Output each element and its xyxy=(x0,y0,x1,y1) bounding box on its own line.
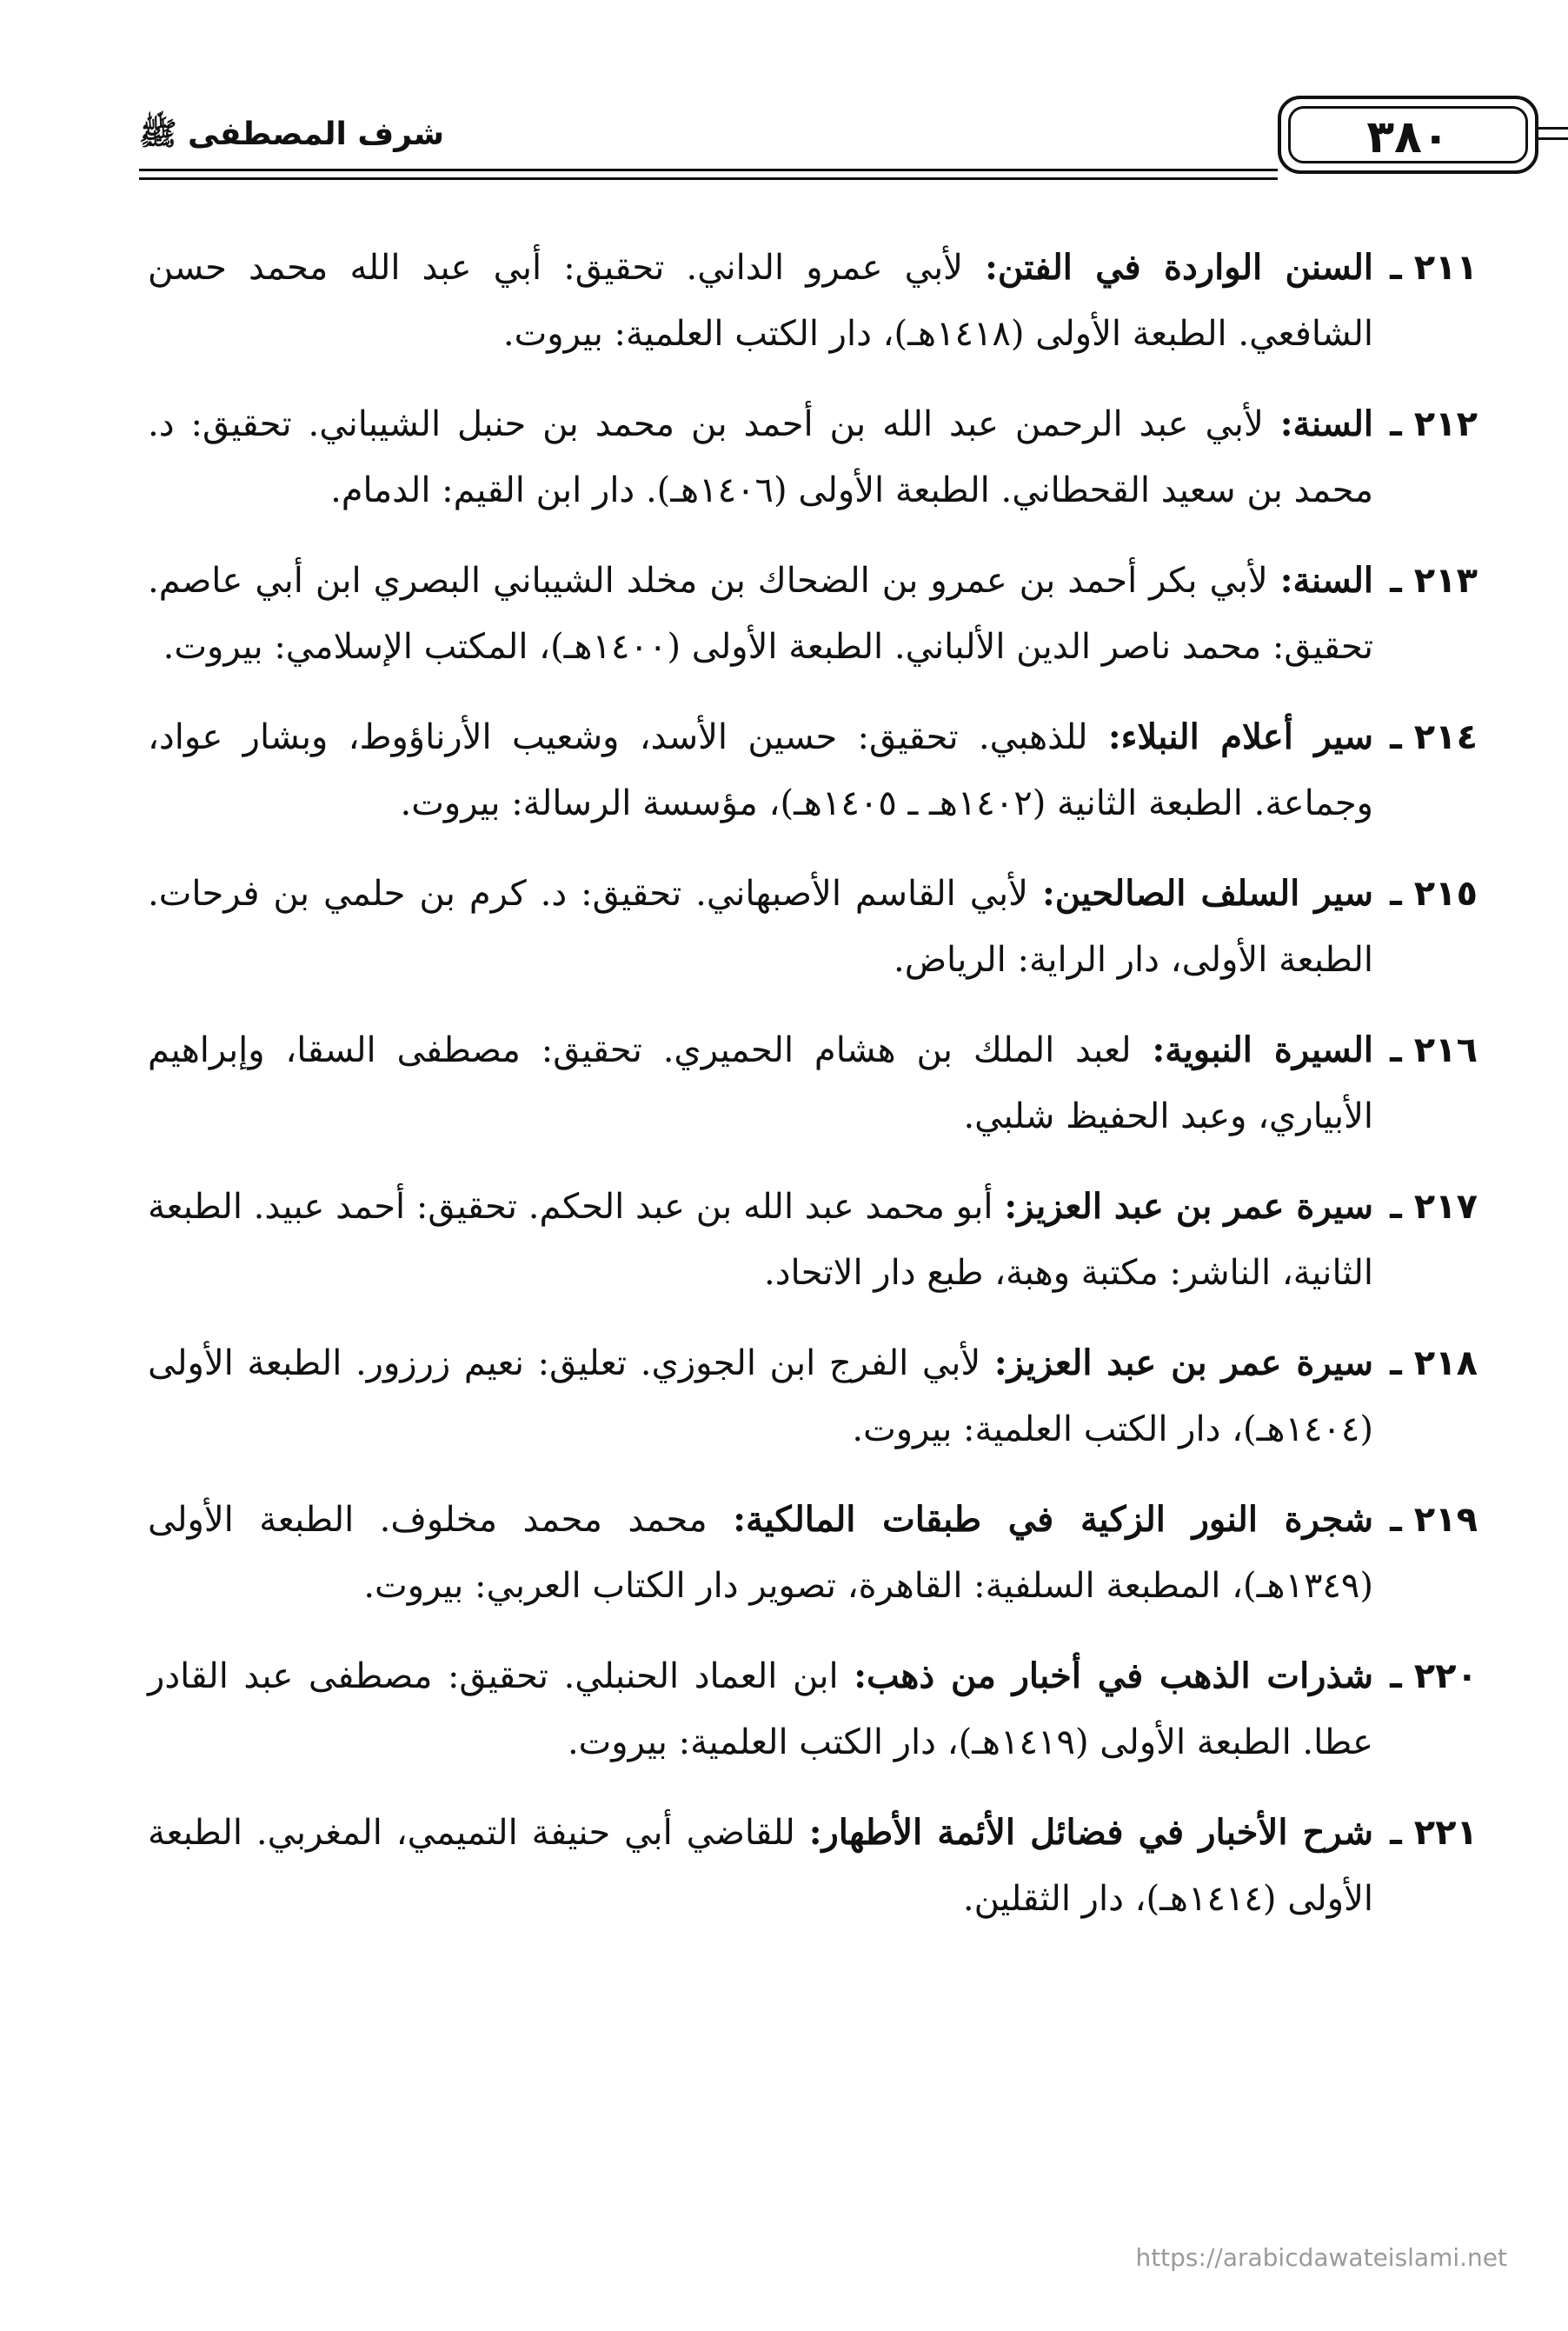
entry-text: لأبي الفرج ابن الجوزي. تعليق: نعيم زرزور. الطبعة الأولى (١٤٠٤هـ)، دار الكتب العلمية: بيروت. xyxy=(148,1343,1373,1449)
entry-title: سير أعلام النبلاء: xyxy=(1107,716,1373,757)
bibliography-list xyxy=(148,235,1478,1956)
entry-title: شذرات الذهب في أخبار من ذهب: xyxy=(854,1655,1374,1696)
entry-title: شجرة النور الزكية في طبقات المالكية: xyxy=(733,1499,1374,1540)
entry-number: ٢١٥ ـ xyxy=(1390,874,1478,914)
entry-number: ٢١٨ ـ xyxy=(1390,1343,1478,1383)
entry-number: ٢١٦ ـ xyxy=(1390,1030,1478,1070)
entry-title: السيرة النبوية: xyxy=(1152,1029,1374,1070)
entry-number: ٢٢١ ـ xyxy=(1390,1813,1478,1853)
entry-text: لأبي بكر أحمد بن عمرو بن الضحاك بن مخلد الشيباني البصري ابن أبي عاصم. تحقيق: محمد ناصر الدين الألباني. الطبعة الأولى (١٤٠٠هـ)، المكتب الإسلامي: بيروت. xyxy=(148,561,1373,667)
entry-title: السنة: xyxy=(1279,560,1373,601)
entry-number: ٢١٤ ـ xyxy=(1390,717,1478,757)
entry-title: سيرة عمر بن عبد العزيز: xyxy=(993,1342,1373,1383)
bibliography-entry xyxy=(148,861,1478,993)
entry-number: ٢١٢ ـ xyxy=(1390,404,1478,444)
entry-text: محمد محمد مخلوف. الطبعة الأولى (١٣٤٩هـ)، المطبعة السلفية: القاهرة، تصوير دار الكتاب العربي: بيروت. xyxy=(148,1500,1373,1606)
entry-text: أبو محمد عبد الله بن عبد الحكم. تحقيق: أحمد عبيد. الطبعة الثانية، الناشر: مكتبة وهبة، طبع دار الاتحاد. xyxy=(148,1187,1373,1293)
bibliography-entry xyxy=(148,391,1478,523)
header-rule xyxy=(1538,127,1568,130)
entry-title: السنن الواردة في الفتن: xyxy=(985,247,1373,288)
bibliography-entry xyxy=(148,1487,1478,1619)
entry-number: ٢١٧ ـ xyxy=(1390,1187,1478,1227)
entry-text: لأبي عبد الرحمن عبد الله بن أحمد بن محمد بن حنبل الشيباني. تحقيق: د. محمد بن سعيد القحطاني. الطبعة الأولى (١٤٠٦هـ). دار ابن القيم: الدمام. xyxy=(148,404,1373,510)
entry-number: ٢١٩ ـ xyxy=(1390,1500,1478,1540)
header-rule xyxy=(139,169,1278,171)
bibliography-entry xyxy=(148,1800,1478,1932)
header-rule xyxy=(1538,137,1568,140)
entry-title: السنة: xyxy=(1279,403,1373,444)
bibliography-entry xyxy=(148,704,1478,836)
header-rule xyxy=(139,177,1278,180)
entry-text: ابن العماد الحنبلي. تحقيق: مصطفى عبد القادر عطا. الطبعة الأولى (١٤١٩هـ)، دار الكتب العلمية: بيروت. xyxy=(148,1656,1373,1762)
entry-text: لعبد الملك بن هشام الحميري. تحقيق: مصطفى السقا، وإبراهيم الأبياري، وعبد الحفيظ شلبي. xyxy=(148,1030,1373,1136)
running-title: شرف المصطفى ﷺ xyxy=(139,117,445,152)
page-header xyxy=(139,96,1478,191)
entry-text: لأبي القاسم الأصبهاني. تحقيق: د. كرم بن حلمي بن فرحات. الطبعة الأولى، دار الراية: الرياض. xyxy=(148,874,1373,980)
bibliography-entry xyxy=(148,1017,1478,1149)
entry-text: لأبي عمرو الداني. تحقيق: أبي عبد الله محمد حسن الشافعي. الطبعة الأولى (١٤١٨هـ)، دار الكتب العلمية: بيروت. xyxy=(148,248,1373,354)
entry-number: ٢١٣ ـ xyxy=(1390,561,1478,601)
page-number: ٣٨٠ xyxy=(1366,111,1450,163)
bibliography-entry xyxy=(148,235,1478,367)
entry-title: سيرة عمر بن عبد العزيز: xyxy=(1004,1186,1374,1227)
entry-number: ٢٢٠ ـ xyxy=(1390,1656,1478,1696)
entry-number: ٢١١ ـ xyxy=(1390,248,1478,288)
entry-text: للذهبي. تحقيق: حسين الأسد، وشعيب الأرناؤوط، وبشار عواد، وجماعة. الطبعة الثانية (١٤٠٢هـ ـ ١٤٠٥هـ)، مؤسسة الرسالة: بيروت. xyxy=(148,717,1373,823)
bibliography-entry xyxy=(148,1330,1478,1462)
bibliography-entry xyxy=(148,548,1478,680)
source-watermark: https://arabicdawateislami.net xyxy=(1135,2243,1507,2272)
entry-title: سير السلف الصالحين: xyxy=(1041,873,1374,914)
entry-text: للقاضي أبي حنيفة التميمي، المغربي. الطبعة الأولى (١٤١٤هـ)، دار الثقلين. xyxy=(148,1813,1373,1919)
entry-title: شرح الأخبار في فضائل الأئمة الأطهار: xyxy=(808,1812,1373,1853)
bibliography-entry xyxy=(148,1643,1478,1775)
page-number-frame xyxy=(1278,96,1538,174)
bibliography-entry xyxy=(148,1174,1478,1306)
